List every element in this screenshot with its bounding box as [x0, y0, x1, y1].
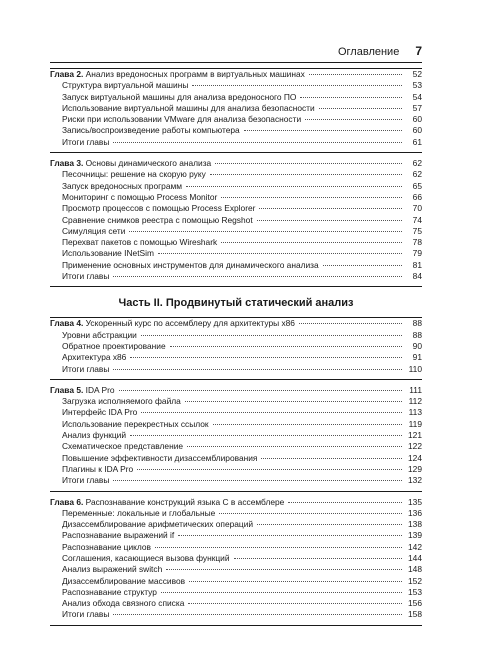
entry-page-number: 112 — [408, 396, 422, 407]
dot-leader — [261, 458, 402, 459]
entry-page-number: 90 — [412, 340, 422, 351]
chapter-name: Ускоренный курс по ассемблеру для архитектуры x86 — [85, 318, 295, 329]
chapter-title — [50, 69, 305, 80]
toc-entry — [50, 271, 422, 282]
chapter-block — [50, 317, 422, 379]
toc-entry — [50, 203, 422, 214]
chapter-number: Глава 5. — [50, 384, 84, 395]
dot-leader — [113, 614, 402, 615]
entry-title: Запись/воспроизведение работы компьютера — [62, 125, 240, 136]
dot-leader — [219, 513, 402, 514]
entry-title: Анализ выражений switch — [62, 564, 163, 575]
toc-entry — [50, 407, 422, 418]
toc-entry — [50, 453, 422, 464]
entry-title: Загрузка исполняемого файла — [62, 396, 181, 407]
entry-title: Использование виртуальной машины для анализа безопасности — [62, 102, 315, 113]
dot-leader — [155, 547, 402, 548]
dot-leader — [305, 119, 402, 120]
chapter-number: Глава 6. — [50, 496, 84, 507]
toc-group-part-2 — [50, 317, 422, 625]
entry-title: Распознавание структур — [62, 586, 157, 597]
entry-page-number: 152 — [408, 575, 422, 586]
chapter-title — [50, 497, 284, 508]
entry-title: Сравнение снимков реестра с помощью Regshot — [62, 214, 253, 225]
entry-page-number: 74 — [412, 214, 422, 225]
entry-page-number: 84 — [412, 271, 422, 282]
chapter-number: Глава 4. — [50, 318, 84, 329]
dot-leader — [299, 323, 402, 324]
entry-page-number: 60 — [412, 114, 422, 125]
entry-page-number: 124 — [408, 452, 422, 463]
entry-title: Анализ обхода связного списка — [62, 598, 185, 609]
dot-leader — [185, 401, 402, 402]
entry-title: Запуск виртуальной машины для анализа вредоносного ПО — [62, 91, 297, 102]
entry-page-number: 111 — [409, 384, 422, 395]
chapter-heading — [50, 318, 422, 329]
chapter-name: Распознавание конструкций языка C в ассемблере — [85, 496, 285, 507]
toc-entry — [50, 542, 422, 553]
dot-leader — [323, 265, 402, 266]
dot-leader — [130, 357, 402, 358]
entry-page-number: 132 — [408, 475, 422, 486]
dot-leader — [113, 276, 402, 277]
toc-entry — [50, 430, 422, 441]
toc-entry — [50, 576, 422, 587]
entry-title: Итоги главы — [62, 271, 110, 282]
entry-title: Просмотр процессов с помощью Process Explorer — [62, 203, 256, 214]
entry-page-number: 119 — [408, 418, 422, 429]
entry-title: Использование перекрестных ссылок — [62, 418, 209, 429]
entry-page-number: 54 — [412, 91, 422, 102]
chapter-name: Анализ вредоносных программ в виртуальных машинах — [85, 69, 305, 79]
chapter-block — [50, 497, 422, 626]
dot-leader — [319, 108, 402, 109]
dot-leader — [244, 130, 402, 131]
entry-page-number: 148 — [408, 564, 422, 575]
entry-title: Анализ функций — [62, 430, 127, 441]
dot-leader — [234, 558, 402, 559]
toc-entry — [50, 364, 422, 375]
toc-entry — [50, 598, 422, 609]
toc-entry — [50, 564, 422, 575]
toc-entry — [50, 125, 422, 136]
entry-title: Обратное проектирование — [62, 340, 166, 351]
entry-page-number: 122 — [408, 441, 422, 452]
chapter-number: Глава 3. — [50, 158, 84, 169]
entry-page-number: 75 — [412, 225, 422, 236]
toc-entry — [50, 464, 422, 475]
chapter-title — [50, 158, 211, 169]
entry-page-number: 57 — [412, 102, 422, 113]
dot-leader — [178, 535, 402, 536]
entry-page-number: 129 — [408, 463, 422, 474]
table-of-contents — [50, 68, 422, 631]
entry-page-number: 142 — [408, 541, 422, 552]
toc-entry — [50, 330, 422, 341]
dot-leader — [129, 231, 402, 232]
entry-page-number: 110 — [408, 363, 422, 374]
toc-group-part-1 — [50, 68, 422, 287]
dot-leader — [170, 346, 402, 347]
toc-entry — [50, 169, 422, 180]
entry-page-number: 138 — [408, 519, 422, 530]
entry-title: Мониторинг с помощью Process Monitor — [62, 191, 218, 202]
dot-leader — [161, 592, 402, 593]
toc-entry — [50, 237, 422, 248]
entry-title: Интерфейс IDA Pro — [62, 407, 138, 418]
entry-title: Структура виртуальной машины — [62, 80, 189, 91]
entry-page-number: 153 — [408, 586, 422, 597]
toc-entry — [50, 103, 422, 114]
entry-title: Симуляция сети — [62, 225, 126, 236]
toc-entry — [50, 519, 422, 530]
dot-leader — [113, 142, 402, 143]
entry-title: Переменные: локальные и глобальные — [62, 507, 216, 518]
dot-leader — [213, 424, 402, 425]
entry-title: Плагины к IDA Pro — [62, 463, 134, 474]
chapter-heading — [50, 158, 422, 169]
entry-title: Итоги главы — [62, 136, 110, 147]
dot-leader — [141, 412, 402, 413]
chapter-name: IDA Pro — [85, 384, 115, 395]
chapter-block — [50, 158, 422, 287]
toc-entry — [50, 530, 422, 541]
entry-title: Дизассемблирование арифметических операций — [62, 519, 254, 530]
toc-entry — [50, 215, 422, 226]
entry-title: Распознавание циклов — [62, 541, 151, 552]
entry-title: Риски при использовании VMware для анализа безопасности — [62, 114, 302, 125]
chapter-title — [50, 318, 295, 329]
toc-entry — [50, 114, 422, 125]
toc-entry — [50, 341, 422, 352]
entry-title: Применение основных инструментов для динамического анализа — [62, 259, 319, 270]
entry-title: Песочницы: решение на скорую руку — [62, 169, 206, 180]
entry-page-number: 121 — [408, 430, 422, 441]
toc-entry — [50, 396, 422, 407]
dot-leader — [288, 502, 402, 503]
running-head — [50, 44, 422, 63]
entry-page-number: 66 — [412, 191, 422, 202]
toc-entry — [50, 260, 422, 271]
part-title: Часть II. Продвинутый статический анализ — [118, 297, 354, 310]
chapter-title — [50, 385, 115, 396]
toc-entry — [50, 609, 422, 620]
toc-entry — [50, 92, 422, 103]
dot-leader — [188, 603, 402, 604]
entry-page-number: 53 — [412, 80, 422, 91]
chapter-heading — [50, 497, 422, 508]
dot-leader — [192, 85, 402, 86]
entry-title: Перехват пакетов с помощью Wireshark — [62, 237, 218, 248]
dot-leader — [221, 242, 402, 243]
page-number: 7 — [415, 44, 422, 58]
entry-page-number: 113 — [408, 407, 422, 418]
entry-title: Использование INetSim — [62, 248, 154, 259]
toc-entry — [50, 352, 422, 363]
entry-title: Итоги главы — [62, 609, 110, 620]
chapter-block — [50, 385, 422, 492]
dot-leader — [189, 581, 402, 582]
entry-title: Запуск вредоносных программ — [62, 180, 183, 191]
entry-page-number: 91 — [412, 352, 422, 363]
chapter-heading — [50, 69, 422, 80]
entry-page-number: 65 — [412, 180, 422, 191]
dot-leader — [113, 480, 402, 481]
toc-entry — [50, 508, 422, 519]
dot-leader — [215, 163, 402, 164]
dot-leader — [187, 446, 402, 447]
chapter-name: Основы динамического анализа — [85, 158, 212, 169]
entry-title: Итоги главы — [62, 475, 110, 486]
entry-page-number: 62 — [412, 158, 422, 169]
entry-page-number: 60 — [412, 125, 422, 136]
entry-page-number: 52 — [412, 69, 422, 79]
entry-title: Уровни абстракции — [62, 329, 137, 340]
dot-leader — [259, 208, 402, 209]
entry-page-number: 144 — [408, 552, 422, 563]
entry-page-number: 62 — [412, 169, 422, 180]
entry-page-number: 78 — [412, 237, 422, 248]
entry-page-number: 79 — [412, 248, 422, 259]
toc-entry — [50, 226, 422, 237]
entry-page-number: 136 — [408, 507, 422, 518]
toc-entry — [50, 80, 422, 91]
entry-page-number: 139 — [408, 530, 422, 541]
entry-title: Архитектура x86 — [62, 352, 127, 363]
dot-leader — [309, 74, 402, 75]
dot-leader — [186, 186, 402, 187]
toc-entry — [50, 181, 422, 192]
chapter-number: Глава 2. — [50, 69, 84, 79]
entry-page-number: 61 — [412, 136, 422, 147]
entry-title: Повышение эффективности дизассемблирования — [62, 452, 258, 463]
chapter-block — [50, 68, 422, 153]
entry-page-number: 88 — [412, 318, 422, 329]
toc-entry — [50, 419, 422, 430]
dot-leader — [166, 569, 402, 570]
entry-title: Схематическое представление — [62, 441, 184, 452]
toc-entry — [50, 587, 422, 598]
toc-entry — [50, 553, 422, 564]
toc-entry — [50, 475, 422, 486]
entry-page-number: 135 — [408, 496, 422, 507]
dot-leader — [113, 369, 402, 370]
dot-leader — [221, 197, 402, 198]
dot-leader — [130, 435, 402, 436]
chapter-heading — [50, 385, 422, 396]
running-head-title: Оглавление — [337, 46, 400, 58]
dot-leader — [210, 174, 402, 175]
dot-leader — [137, 469, 402, 470]
toc-entry — [50, 441, 422, 452]
toc-entry — [50, 192, 422, 203]
entry-title: Соглашения, касающиеся вызова функций — [62, 552, 230, 563]
entry-page-number: 81 — [412, 259, 422, 270]
entry-page-number: 156 — [408, 598, 422, 609]
entry-page-number: 158 — [408, 609, 422, 620]
entry-page-number: 70 — [412, 203, 422, 214]
dot-leader — [141, 335, 402, 336]
dot-leader — [257, 220, 402, 221]
entry-title: Итоги главы — [62, 363, 110, 374]
entry-page-number: 88 — [412, 329, 422, 340]
toc-entry — [50, 137, 422, 148]
toc-entry — [50, 248, 422, 259]
entry-title: Распознавание выражений if — [62, 530, 175, 541]
dot-leader — [300, 97, 402, 98]
dot-leader — [158, 253, 402, 254]
entry-title: Дизассемблирование массивов — [62, 575, 186, 586]
dot-leader — [257, 524, 402, 525]
dot-leader — [119, 390, 402, 391]
